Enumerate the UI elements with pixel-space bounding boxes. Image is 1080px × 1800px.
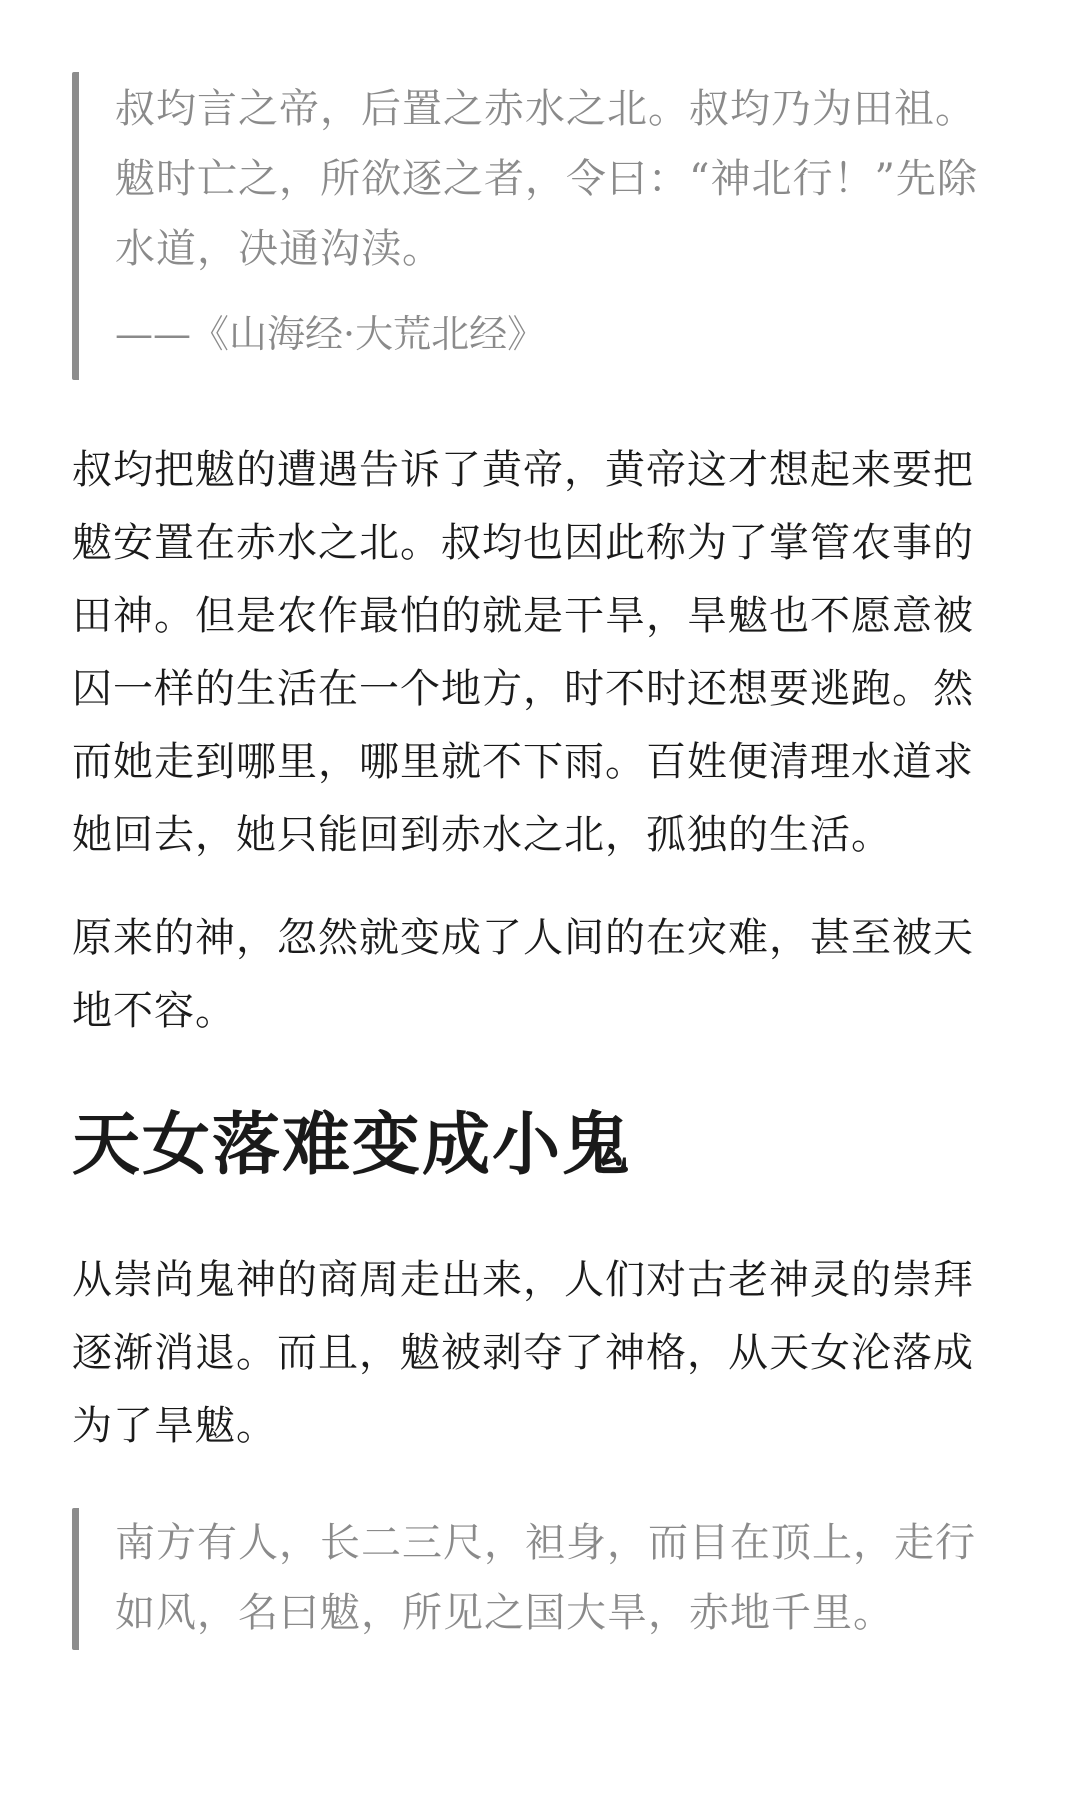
body-paragraph: 叔均把魃的遭遇告诉了黄帝，黄帝这才想起来要把魃安置在赤水之北。叔均也因此称为了掌管农事的田神。但是农作最怕的就是干旱，旱魃也不愿意被囚一样的生活在一个地方，时不时还想要逃跑。然而她走到哪里，哪里就不下雨。百姓便清理水道求她回去，她只能回到赤水之北，孤独的生活。: [72, 447, 974, 858]
quote-text: 南方有人，长二三尺，袒身，而目在顶上，走行如风，名曰魃，所见之国大旱，赤地千里。: [115, 1520, 976, 1636]
blockquote-ba-description: [72, 1508, 1012, 1650]
body-paragraph: 从崇尚鬼神的商周走出来，人们对古老神灵的崇拜逐渐消退。而且，魃被剥夺了神格，从天女沦落成为了旱魃。: [72, 1257, 974, 1449]
body-paragraph: 原来的神，忽然就变成了人间的在灾难，甚至被天地不容。: [72, 915, 974, 1034]
section-heading: 天女落难变成小鬼: [72, 1105, 633, 1185]
blockquote-shanhaijing: [72, 72, 1012, 380]
quote-source: ——《山海经·大荒北经》: [115, 312, 546, 356]
quote-text: 叔均言之帝，后置之赤水之北。叔均乃为田祖。魃时亡之，所欲逐之者，令曰：“神北行！”先除水道，决通沟渎。: [115, 86, 978, 272]
